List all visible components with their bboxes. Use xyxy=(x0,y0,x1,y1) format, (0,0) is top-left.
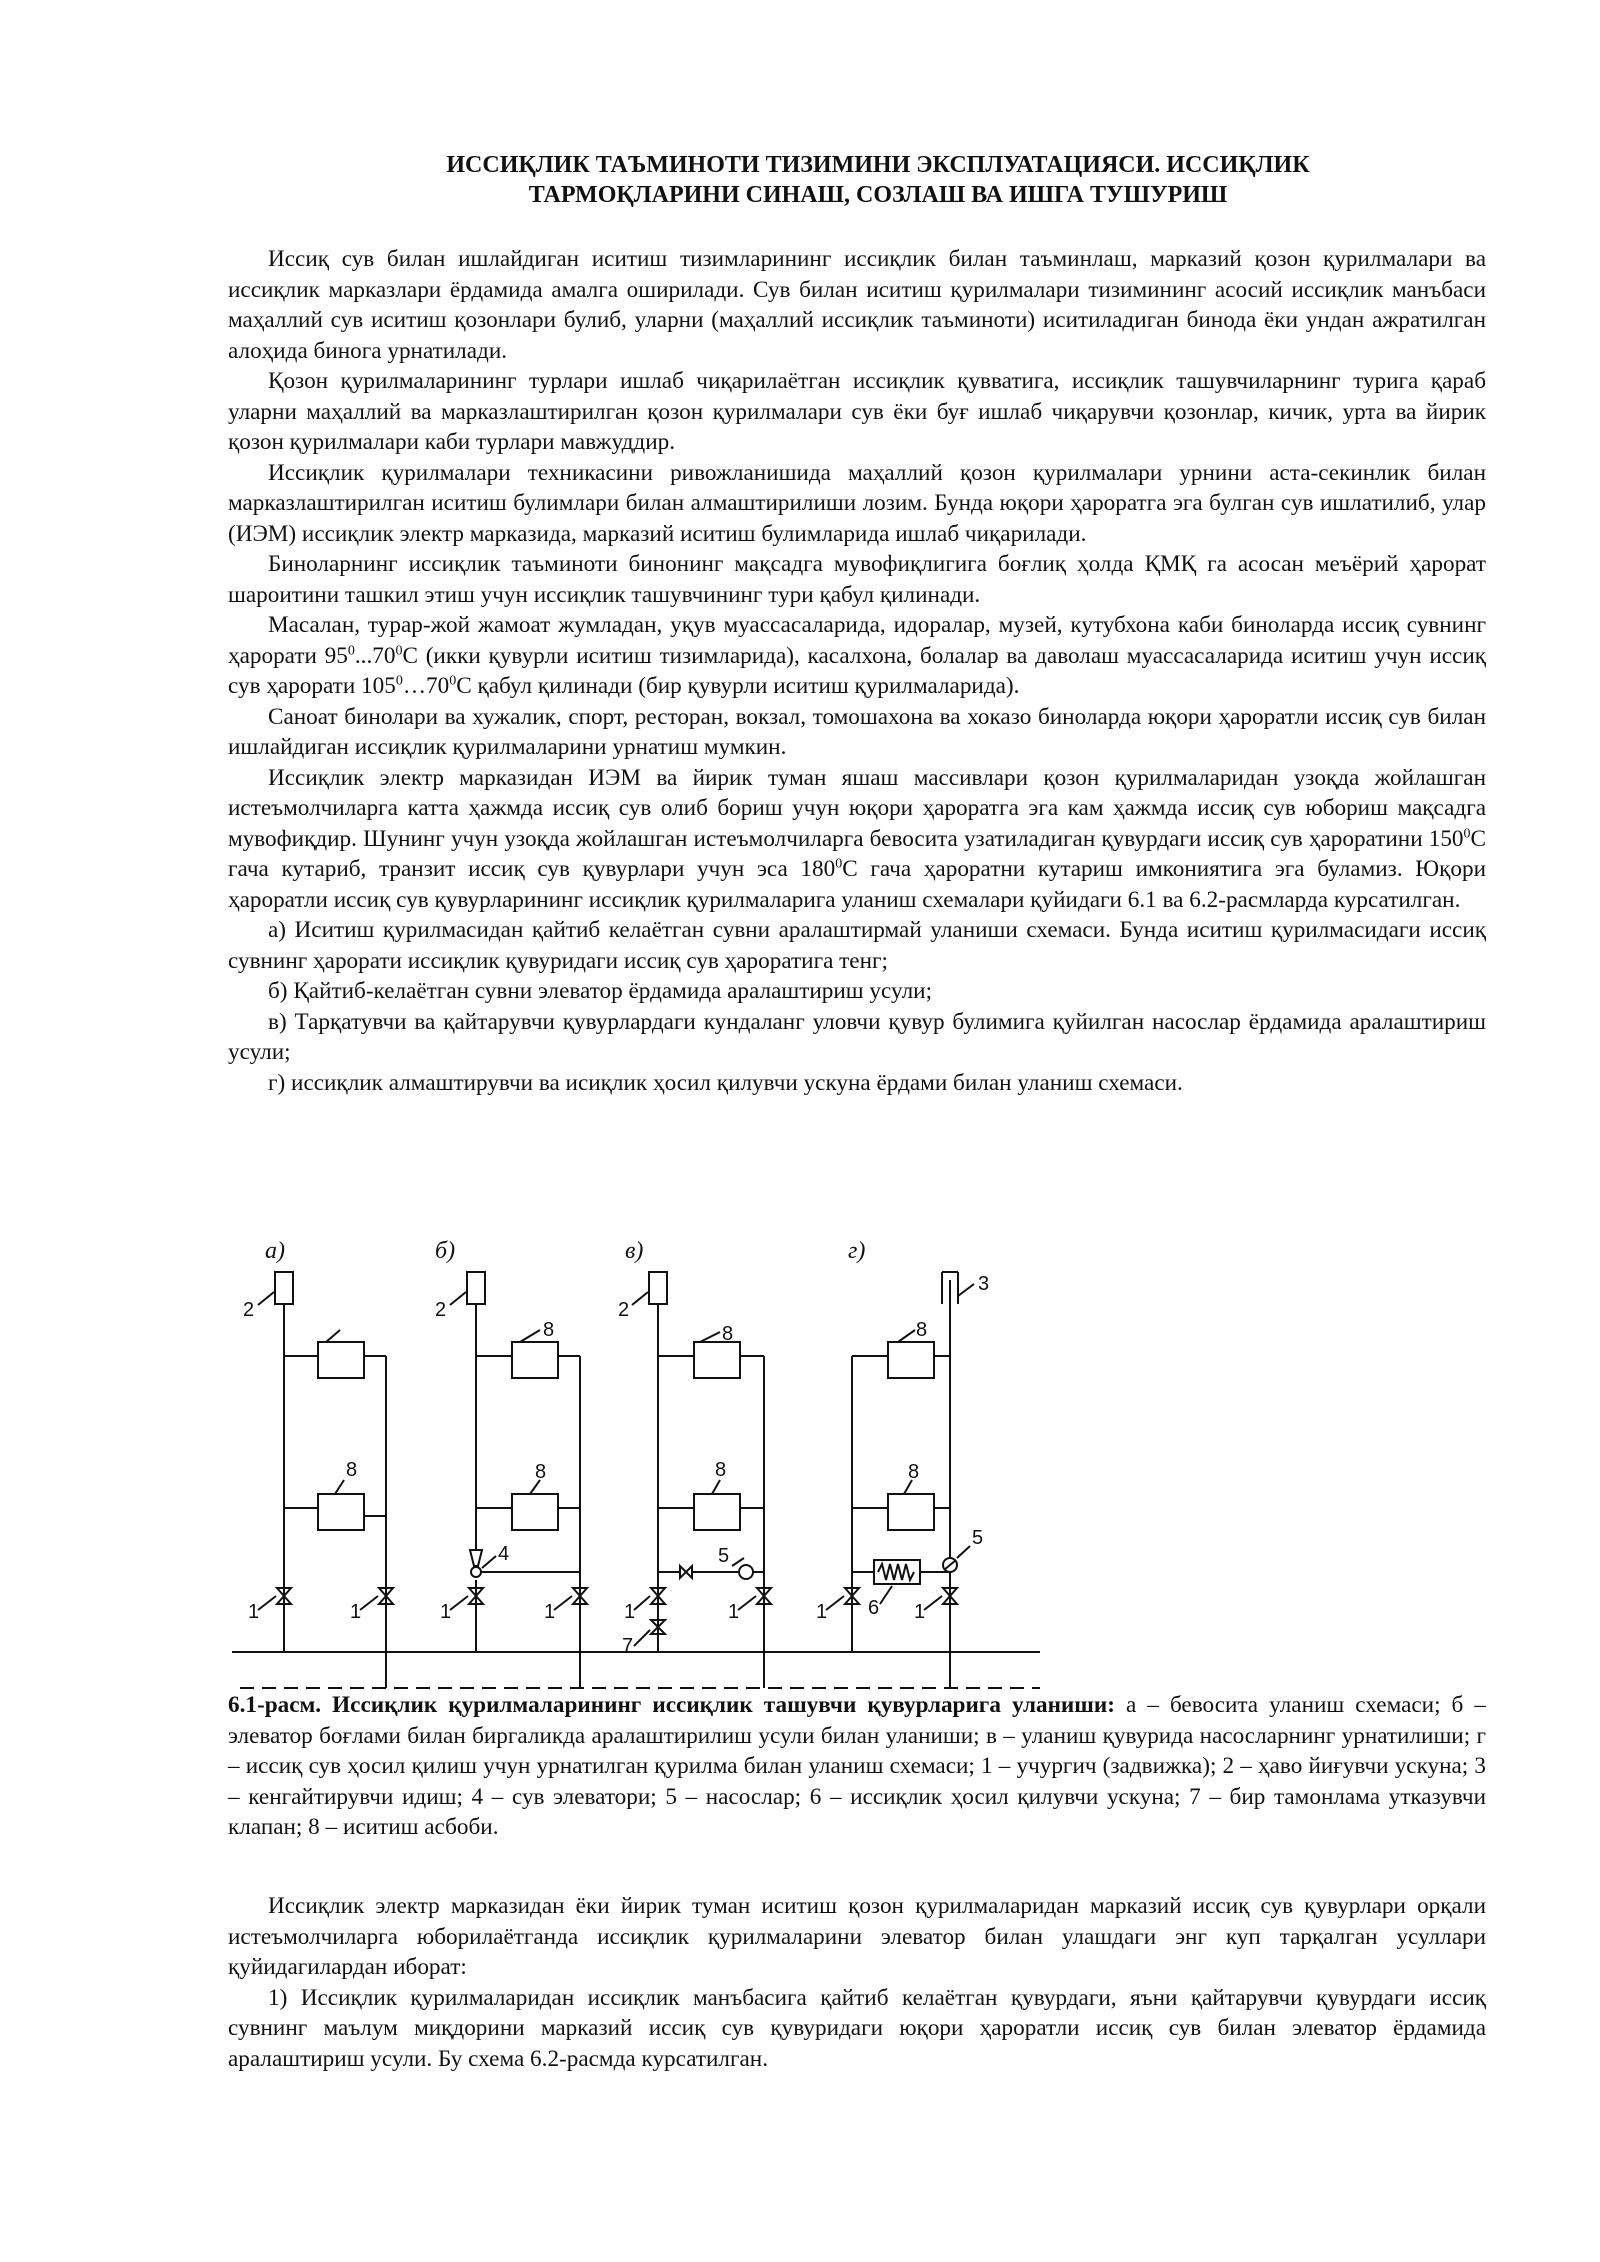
page-title xyxy=(228,150,1528,210)
marker-valve: 1 xyxy=(440,1601,452,1623)
paragraph: Биноларнинг иссиқлик таъминоти бинонинг мақсадга мувофиқлигига боғлиқ ҳолда ҚМҚ га асосан меъёрий ҳарорат шароитини ташкил этиш учун иссиқлик ташувчининг тури қабул қилинади. xyxy=(228,551,1486,608)
schematic-diagram xyxy=(228,1225,1058,1695)
air-vent-icon xyxy=(467,1272,485,1304)
scheme-b xyxy=(450,1272,587,1688)
marker-pump: 5 xyxy=(972,1527,984,1549)
paragraph: Қозон қурилмаларининг турлари ишлаб чиқарилаётган иссиқлик қувватига, иссиқлик ташувчиларнинг турига қараб уларни маҳаллий ва марказлаштирилган қозон қурилмалари сув ёки буғ ишлаб чиқарувчи қозонлар, кичик, урта ва йирик қозон қурилмалари каби турлари мавжуддир. xyxy=(228,368,1486,455)
marker-heater: 8 xyxy=(346,1459,358,1481)
marker-heater: 8 xyxy=(916,1319,928,1341)
marker-valve: 1 xyxy=(914,1601,926,1623)
marker-elevator: 4 xyxy=(498,1543,510,1565)
heater-icon xyxy=(512,1342,558,1378)
marker-heater: 8 xyxy=(535,1461,547,1483)
marker-heat-generator: 6 xyxy=(868,1597,880,1619)
panel-label-v: в) xyxy=(625,1238,644,1264)
paragraph-high-temperature: Иссиқлик электр марказидан ИЭМ ва йирик туман яшаш массивлари қозон қурилмаларидан узоқда жойлашган истеъмолчиларга катта ҳажмда иссиқ сув олиб бориш учун юқори ҳароратга эга кам ҳажмда иссиқ сув юбориш мақсадга мувофиқдир. Шунинг учун узоқда жойлашган истеъмолчиларга бевосита узатиладиган қувурдаги иссиқ сув ҳароратини $150^0С$ гача кутариб, транзит иссиқ сув қувурлари учун эса $180^0С$ гача ҳароратни кутариш имкониятига эга буламиз. Юқори ҳароратли иссиқ сув қувурларининг иссиқлик қурилмаларига уланиш схемалари қуйидаги 6.1 ва 6.2-расмларда курсатилган. xyxy=(228,764,1486,913)
air-vent-icon xyxy=(275,1272,293,1304)
marker-heater: 8 xyxy=(715,1459,727,1481)
paragraph: 1) Иссиқлик қурилмаларидан иссиқлик манъбасига қайтиб келаётган қувурдаги, яъни қайтарувчи қувурдаги иссиқ сувнинг маълум миқдорини марказий иссиқ сув қувуридаги юқори ҳароратли иссиқ сув билан элеватор ёрдамида аралаштириш усули. Бу схема 6.2-расмда курсатилган. xyxy=(228,1984,1486,2072)
elevator-icon xyxy=(470,1550,482,1566)
marker-expansion-tank: 3 xyxy=(978,1273,990,1295)
list-item-b: б) Қайтиб-келаётган сувни элеватор ёрдамида аралаштириш усули; xyxy=(268,978,933,1004)
figure-markers xyxy=(243,1273,989,1657)
marker-valve: 1 xyxy=(816,1601,828,1623)
list-item-a: а) Иситиш қурилмасидан қайтиб келаётган сувни аралаштирмай уланиши схемаси. Бунда иситиш қурилмасидаги иссиқ сувнинг ҳарорати иссиқлик қувуридаги иссиқ сув ҳароратига тенг; xyxy=(228,917,1486,974)
marker-heater: 8 xyxy=(543,1319,555,1341)
marker-valve: 1 xyxy=(248,1601,260,1623)
figure-caption xyxy=(228,1690,1486,1843)
marker-pump: 5 xyxy=(718,1545,730,1567)
title-line-2: ТАРМОҚЛАРИНИ СИНАШ, СОЗЛАШ ВА ИШГА ТУШУРИШ xyxy=(528,182,1228,208)
marker-air-vent: 2 xyxy=(618,1299,630,1321)
paragraph: Иссиқ сув билан ишлайдиган иситиш тизимларининг иссиқлик билан таъминлаш, марказий қозон қурилмалари ва иссиқлик марказлари ёрдамида амалга оширилади. Сув билан иситиш қурилмалари тизимининг асосий иссиқлик манъбаси маҳаллий сув иситиш қозонлари булиб, уларни (маҳаллий иссиқлик таъминоти) иситиладиган бинода ёки ундан ажратилган алоҳида бинога урнатилади. xyxy=(228,246,1486,364)
paragraph: Иссиқлик қурилмалари техникасини ривожланишида маҳаллий қозон қурилмалари урнини аста-секинлик билан марказлаштирилган иситиш булимлари билан алмаштирилиши лозим. Бунда юқори ҳароратга эга булган сув ишлатилиб, улар (ИЭМ) иссиқлик электр марказида, марказий иситиш булимларида ишлаб чиқарилади. xyxy=(228,459,1486,547)
heater-icon xyxy=(694,1342,740,1378)
panel-label-b: б) xyxy=(435,1238,456,1264)
body-text-continued xyxy=(228,1891,1486,2074)
paragraph-temperatures: Масалан, турар-жой жамоат жумладан, уқув муассасаларида, идоралар, музей, кутубхона каби биноларда иссиқ сувнинг ҳарорати $95^0...70^0С$ (икки қувурли иситиш тизимларида), касалхона, болалар ва даволаш муассасаларида иситиш учун иссиқ сув ҳарорати $105^0\dots 70^0С$ қабул қилинади (бир қувурли иситиш қурилмаларида). xyxy=(228,612,1486,699)
scheme-v xyxy=(632,1272,771,1688)
heater-icon xyxy=(512,1494,558,1530)
marker-check-valve: 7 xyxy=(622,1635,634,1657)
title-line-1: ИССИҚЛИК ТАЪМИНОТИ ТИЗИМИНИ ЭКСПЛУАТАЦИЯСИ. ИССИҚЛИК xyxy=(446,152,1310,178)
scheme-g xyxy=(826,1272,974,1688)
panel-label-g: г) xyxy=(848,1238,866,1264)
list-item-v: в) Тарқатувчи ва қайтарувчи қувурлардаги кундаланг уловчи қувур булимига қуйилган насослар ёрдамида аралаштириш усули; xyxy=(228,1008,1486,1065)
heater-icon xyxy=(888,1342,934,1378)
scheme-a xyxy=(258,1272,393,1688)
heater-icon xyxy=(888,1494,934,1530)
heater-icon xyxy=(694,1494,740,1530)
marker-air-vent: 2 xyxy=(435,1299,447,1321)
body-text xyxy=(228,244,1486,1098)
heater-icon xyxy=(318,1342,364,1378)
pump-icon xyxy=(739,1565,753,1579)
caption-text: а – бевосита уланиш схемаси; б – элеватор боғлами билан биргаликда аралаштирилиш усули билан уланиши; в – уланиш қувурида насосларнинг урнатилиши; г – иссиқ сув ҳосил қилиш учун урнатилган қурилма билан уланиш схемаси; 1 – учургич (задвижка); 2 – ҳаво йиғувчи ускуна; 3 – кенгайтирувчи идиш; 4 – сув элеватори; 5 – насослар; 6 – иссиқлик ҳосил қилувчи ускуна; 7 – бир тамонлама утказувчи клапан; 8 – иситиш асбоби. xyxy=(228,1692,1486,1840)
panel-label-a: а) xyxy=(265,1238,285,1264)
air-vent-icon xyxy=(649,1272,667,1304)
marker-heater: 8 xyxy=(722,1323,734,1345)
caption-title: 6.1-расм. Иссиқлик қурилмаларининг иссиқлик ташувчи қувурларига уланиши: xyxy=(228,1692,1115,1718)
marker-valve: 1 xyxy=(544,1601,556,1623)
marker-air-vent: 2 xyxy=(243,1299,255,1321)
check-valve-icon xyxy=(680,1566,692,1578)
list-item-g: г) иссиқлик алмаштирувчи ва исиқлик ҳосил қилувчи ускуна ёрдами билан уланиш схемаси. xyxy=(268,1069,1183,1096)
paragraph: Саноат бинолари ва хужалик, спорт, ресторан, вокзал, томошахона ва хоказо биноларда юқори ҳароратли иссиқ сув билан ишлайдиган иссиқлик қурилмаларини урнатиш мумкин. xyxy=(228,703,1486,760)
marker-heater: 8 xyxy=(908,1461,920,1483)
marker-valve: 1 xyxy=(728,1601,740,1623)
marker-valve: 1 xyxy=(624,1601,636,1623)
paragraph: Иссиқлик электр марказидан ёки йирик туман иситиш қозон қурилмаларидан марказий иссиқ сув қувурлари орқали истеъмолчиларга юборилаётганда иссиқлик қурилмаларини элеватор билан улашдаги энг куп тарқалган усуллари қуйидагилардан иборат: xyxy=(228,1893,1486,1980)
heater-icon xyxy=(318,1494,364,1530)
figure-connection-schemes xyxy=(228,1225,1058,1695)
marker-valve: 1 xyxy=(350,1601,362,1623)
